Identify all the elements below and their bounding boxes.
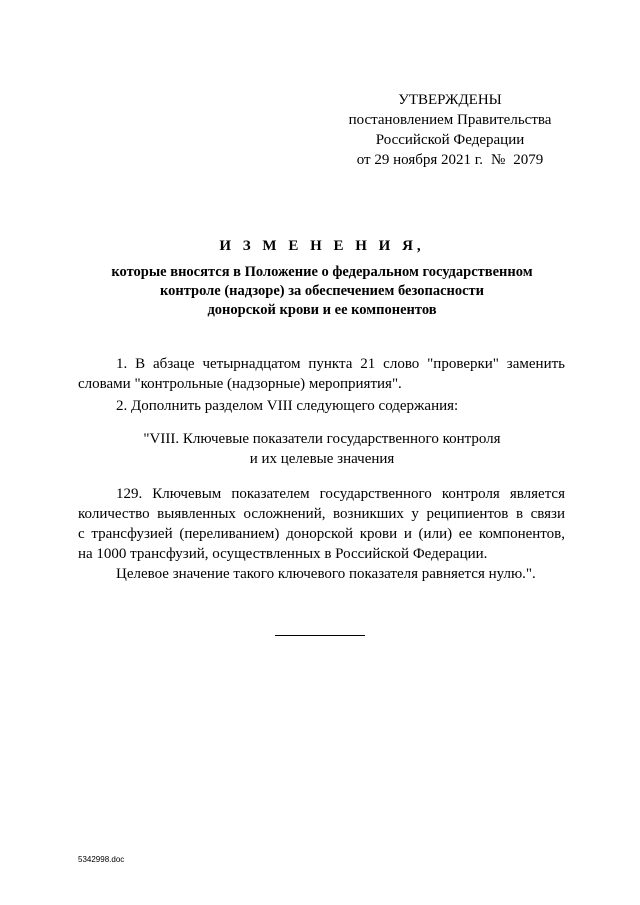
approval-stamp xyxy=(330,90,570,170)
footer-filename: 5342998.doc xyxy=(78,855,125,864)
p129-line-2: количество выявленных осложнений, возникших у реципиентов в связи xyxy=(78,506,565,522)
item-1-line-2: словами "контрольные (надзорные) мероприятия". xyxy=(78,376,402,392)
approval-authority: Российской Федерации xyxy=(375,132,525,148)
p129-line-3: с трансфузией (переливанием) донорской крови и (или) ее компонентов, xyxy=(78,526,565,542)
item-2 xyxy=(78,396,565,416)
subtitle-line-1: которые вносятся в Положение о федеральном государственном xyxy=(111,264,533,280)
approval-date-number xyxy=(330,150,570,170)
section-heading-line-1: "VIII. Ключевые показатели государственного контроля xyxy=(143,431,501,447)
approval-date: от 29 ноября 2021 г. xyxy=(356,152,483,168)
section-heading-line-2: и их целевые значения xyxy=(249,451,395,467)
resolution-number: 2079 xyxy=(513,152,544,168)
number-sign: № xyxy=(490,152,506,168)
document-subtitle xyxy=(80,263,564,320)
section-heading xyxy=(80,429,564,469)
subtitle-line-3: донорской крови и ее компонентов xyxy=(207,302,437,318)
document-title: И З М Е Н Е Н И Я, xyxy=(219,238,425,254)
subtitle-line-2: контроле (надзоре) за обеспечением безопасности xyxy=(159,283,485,299)
item-1 xyxy=(78,354,565,394)
approval-by-resolution: постановлением Правительства xyxy=(348,112,552,128)
item-1-line-1: 1. В абзаце четырнадцатом пункта 21 слово "проверки" заменить xyxy=(116,356,565,372)
approval-heading: УТВЕРЖДЕНЫ xyxy=(398,92,502,108)
p129-line-4: на 1000 трансфузий, осуществленных в Российской Федерации. xyxy=(78,546,488,562)
p129-line-5: Целевое значение такого ключевого показателя равняется нулю.". xyxy=(116,566,536,582)
item-2-line: 2. Дополнить разделом VIII следующего содержания: xyxy=(116,398,459,414)
p129-line-1: 129. Ключевым показателем государственного контроля является xyxy=(116,486,565,502)
paragraph-129 xyxy=(78,484,565,584)
closing-rule xyxy=(275,635,365,636)
